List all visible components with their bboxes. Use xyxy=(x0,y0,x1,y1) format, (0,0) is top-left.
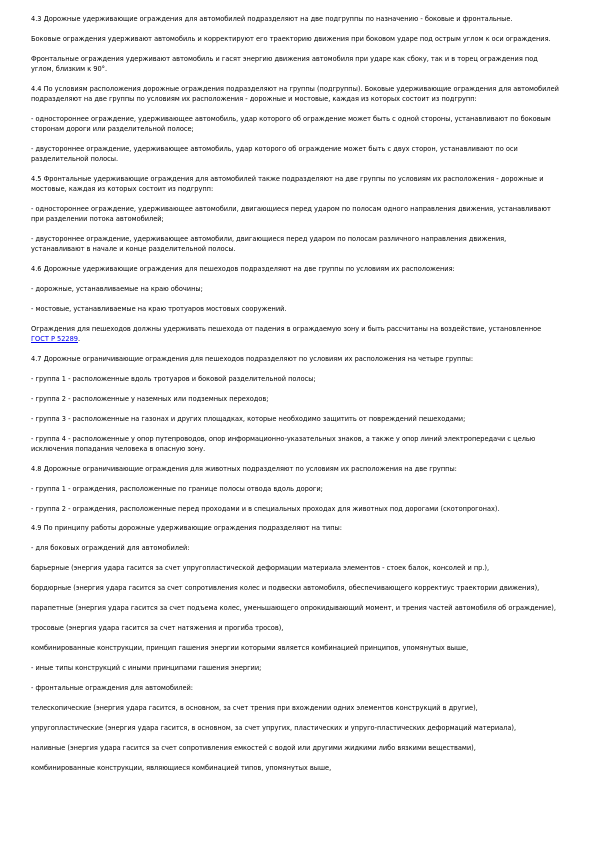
type-curb: бордюрные (энергия удара гасится за счет сопротивления колес и подвески автомобиля, обеспечивающего корректиус траектории движения), xyxy=(31,584,540,592)
paragraph-4-7: 4.7 Дорожные ограничивающие ограждения для пешеходов подразделяют по условиям их расположения на четыре группы: xyxy=(31,355,474,363)
list-item-group-2: - группа 2 - расположенные у наземных или подземных переходов; xyxy=(31,395,269,403)
list-item-two-sided: - двустороннее ограждение, удерживающее автомобиль, удар которого об ограждение может быть с двух сторон, устанавливают по оси разделительной полосы. xyxy=(31,145,518,163)
paragraph-4-6: 4.6 Дорожные удерживающие ограждения для пешеходов подразделяют на две группы по условиям их расположения: xyxy=(31,265,455,273)
type-cable: тросовые (энергия удара гасится за счет натяжения и прогиба тросов), xyxy=(31,624,284,632)
type-combined-front: комбинированные конструкции, являющиеся комбинацией типов, упомянутых выше, xyxy=(31,764,332,772)
type-barrier: барьерные (энергия удара гасится за счет упругопластической деформации материала элементов - стоек балок, консолей и пр.), xyxy=(31,564,490,572)
paragraph-pedestrian-load xyxy=(31,324,561,344)
list-item-animal-group-2: - группа 2 - ограждения, расположенные перед проходами и в специальных проходах для животных под дорогами (скотопрогонах). xyxy=(31,505,500,513)
list-item-side-types: - для боковых ограждений для автомобилей: xyxy=(31,544,190,552)
type-parapet: парапетные (энергия удара гасится за счет подъема колес, уменьшающего опрокидывающий момент, и трения частей автомобиля об ограждение), xyxy=(31,604,556,612)
list-item-front-two-sided: - двустороннее ограждение, удерживающее автомобили, двигающиеся перед ударом по полосам различного направления движения, устанавливают в начале и конце разделительной полосы. xyxy=(31,235,507,253)
list-item-group-3: - группа 3 - расположенные на газонах и других площадках, которые необходимо защитить от повреждений пешеходами; xyxy=(31,415,466,423)
list-item-front-types: - фронтальные ограждения для автомобилей: xyxy=(31,684,194,692)
type-other: - иные типы конструкций с иными принципами гашения энергии; xyxy=(31,664,262,672)
pedestrian-load-tail: . xyxy=(78,335,81,343)
paragraph-4-8: 4.8 Дорожные ограничивающие ограждения для животных подразделяют по условиям их расположения на две группы: xyxy=(31,465,457,473)
list-item-group-1: - группа 1 - расположенные вдоль тротуаров и боковой разделительной полосы; xyxy=(31,375,316,383)
paragraph-side-barriers: Боковые ограждения удерживают автомобиль и корректируют его траекторию движения при боковом ударе под острым углом к оси ограждения. xyxy=(31,35,551,43)
paragraph-front-barriers: Фронтальные ограждения удерживают автомобиль и гасят энергию движения автомобиля при ударе как сбоку, так и в торец ограждения под углом, близким к 90°. xyxy=(31,55,538,73)
pedestrian-load-text: Ограждения для пешеходов должны удерживать пешехода от падения в ограждаемую зону и быть рассчитаны на воздействие, установленное xyxy=(31,325,542,333)
list-item-front-one-sided: - одностороннее ограждение, удерживающее автомобили, двигающиеся перед ударом по полосам одного направления движения, устанавливают при разделении потока автомобилей; xyxy=(31,205,551,223)
type-filled: наливные (энергия удара гасится за счет сопротивления емкостей с водой или другими жидкими либо вязкими веществами), xyxy=(31,744,476,752)
paragraph-4-9: 4.9 По принципу работы дорожные удерживающие ограждения подразделяют на типы: xyxy=(31,524,342,532)
list-item-road-pedestrian: - дорожные, устанавливаемые на краю обочины; xyxy=(31,285,203,293)
type-telescopic: телескопические (энергия удара гасится, в основном, за счет трения при вхождении одних элементов конструкций в другие), xyxy=(31,704,478,712)
list-item-bridge-pedestrian: - мостовые, устанавливаемые на краю тротуаров мостовых сооружений. xyxy=(31,305,287,313)
type-elastoplastic: упругопластические (энергия удара гасится, в основном, за счет упругих, пластических и упруго-пластических деформаций материала), xyxy=(31,724,517,732)
list-item-one-sided: - одностороннее ограждение, удерживающее автомобиль, удар которого об ограждение может быть с одной стороны, устанавливают по боковым сторонам дороги или разделительной полосе; xyxy=(31,115,551,133)
gost-link[interactable]: ГОСТ Р 52289 xyxy=(31,335,78,343)
paragraph-4-4: 4.4 По условиям расположения дорожные ограждения подразделяют на группы (подгруппы). Боковые удерживающие ограждения для автомобилей подразделяют на две группы по условиям их расположения - дорожные и мостовые, каждая из которых состоит из подгрупп: xyxy=(31,85,559,103)
list-item-animal-group-1: - группа 1 - ограждения, расположенные по границе полосы отвода вдоль дороги; xyxy=(31,485,323,493)
paragraph-4-5: 4.5 Фронтальные удерживающие ограждения для автомобилей также подразделяют на две группы по условиям их расположения - дорожные и мостовые, каждая из которых состоит из подгрупп: xyxy=(31,175,544,193)
type-combined-side: комбинированные конструкции, принцип гашения энергии которыми является комбинацией принципов, упомянутых выше, xyxy=(31,644,469,652)
document-page xyxy=(31,14,561,783)
paragraph-4-3: 4.3 Дорожные удерживающие ограждения для автомобилей подразделяют на две подгруппы по назначению - боковые и фронтальные. xyxy=(31,15,513,23)
list-item-group-4: - группа 4 - расположенные у опор путепроводов, опор информационно-указательных знаков, а также у опор линий электропередачи с целью исключения попадания человека в опасную зону. xyxy=(31,435,536,453)
